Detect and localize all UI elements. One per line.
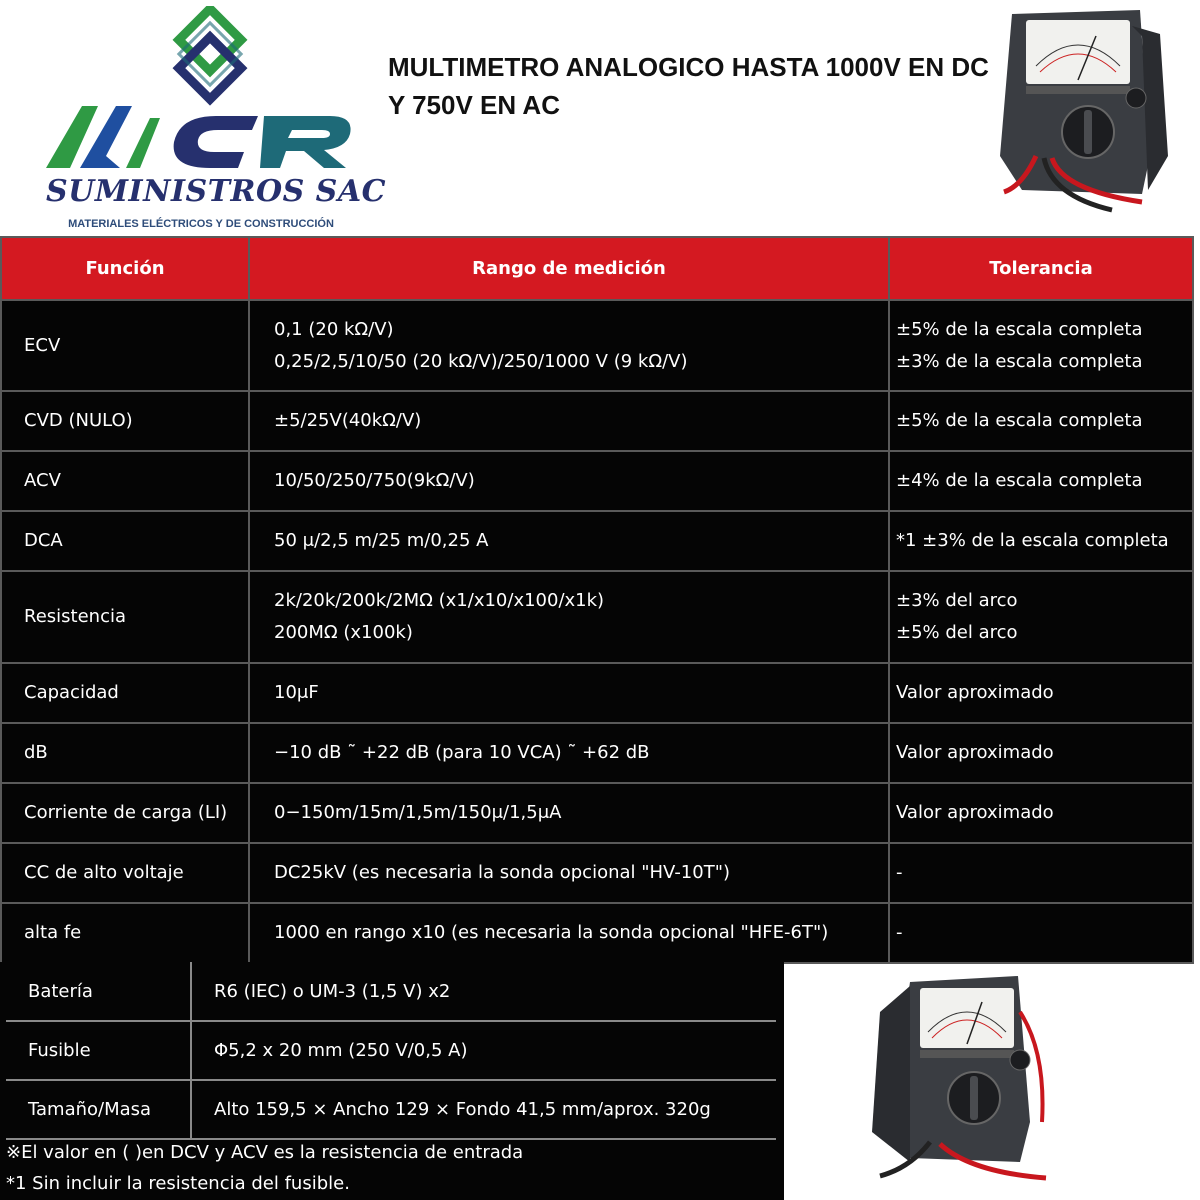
table-row xyxy=(1,300,1193,391)
cell-function: Corriente de carga (LI) xyxy=(1,783,249,843)
range-line: 0−150m/15m/1,5m/150μ/1,5μA xyxy=(274,802,562,823)
range-line: 0,25/2,5/10/50 (20 kΩ/V)/250/1000 V (9 kΩ/V) xyxy=(274,350,688,372)
cell-function: ECV xyxy=(1,300,249,391)
cell-range xyxy=(249,511,889,571)
table-row xyxy=(1,723,1193,783)
misc-row xyxy=(6,1080,776,1139)
multimeter-image xyxy=(992,6,1170,216)
range-line: 0,1 (20 kΩ/V) xyxy=(274,318,394,340)
tolerance-line: - xyxy=(896,862,903,883)
table-row xyxy=(1,663,1193,723)
tolerance-line: *1 ±3% de la escala completa xyxy=(896,530,1169,551)
cell-range xyxy=(249,391,889,451)
range-line: −10 dB ˜ +22 dB (para 10 VCA) ˜ +62 dB xyxy=(274,742,650,763)
range-line: ±5/25V(40kΩ/V) xyxy=(274,410,422,431)
tolerance-line: Valor aproximado xyxy=(896,742,1054,763)
logo-tagline: MATERIALES ELÉCTRICOS Y DE CONSTRUCCIÓN xyxy=(68,218,334,230)
table-row xyxy=(1,391,1193,451)
range-line: DC25kV (es necesaria la sonda opcional "HV-10T") xyxy=(274,862,731,883)
cell-function: DCA xyxy=(1,511,249,571)
cell-function: alta fe xyxy=(1,903,249,963)
misc-row xyxy=(6,962,776,1021)
range-line: 1000 en rango x10 (es necesaria la sonda opcional "HFE-6T") xyxy=(274,922,829,943)
logo-mark xyxy=(40,6,360,176)
cell-tolerance xyxy=(889,451,1193,511)
table-row xyxy=(1,903,1193,963)
tolerance-line: Valor aproximado xyxy=(896,682,1054,703)
tolerance-line: - xyxy=(896,922,903,943)
cell-tolerance xyxy=(889,300,1193,391)
tolerance-line: ±5% de la escala completa xyxy=(896,318,1143,340)
tolerance-line: ±5% de la escala completa xyxy=(896,410,1143,431)
cell-tolerance xyxy=(889,783,1193,843)
misc-label: Tamaño/Masa xyxy=(6,1080,191,1139)
tolerance-line: ±3% del arco xyxy=(896,590,1018,611)
range-line: 50 μ/2,5 m/25 m/0,25 A xyxy=(274,530,489,551)
misc-value: Φ5,2 x 20 mm (250 V/0,5 A) xyxy=(191,1021,776,1080)
logo-company-name: SUMINISTROS SAC xyxy=(46,174,387,209)
table-row xyxy=(1,843,1193,903)
cell-tolerance xyxy=(889,391,1193,451)
spec-table xyxy=(0,236,1194,964)
table-header-row xyxy=(1,237,1193,300)
misc-row xyxy=(6,1021,776,1080)
range-line: 10μF xyxy=(274,682,319,703)
cell-function: Resistencia xyxy=(1,571,249,663)
misc-label: Fusible xyxy=(6,1021,191,1080)
misc-value: R6 (IEC) o UM-3 (1,5 V) x2 xyxy=(191,962,776,1021)
cell-range xyxy=(249,663,889,723)
cell-tolerance xyxy=(889,511,1193,571)
cell-function: CC de alto voltaje xyxy=(1,843,249,903)
company-logo xyxy=(40,6,387,232)
table-row xyxy=(1,571,1193,663)
cell-tolerance xyxy=(889,843,1193,903)
header-range: Rango de medición xyxy=(249,237,889,300)
tolerance-line: ±5% del arco xyxy=(896,622,1018,643)
header-function: Función xyxy=(1,237,249,300)
cell-tolerance xyxy=(889,663,1193,723)
tolerance-line: ±4% de la escala completa xyxy=(896,470,1143,491)
cell-range xyxy=(249,843,889,903)
multimeter-image-bottom xyxy=(870,972,1070,1184)
product-title: MULTIMETRO ANALOGICO HASTA 1000V EN DC Y 750V EN AC xyxy=(388,52,989,120)
cell-range xyxy=(249,451,889,511)
cell-tolerance xyxy=(889,723,1193,783)
cell-function: Capacidad xyxy=(1,663,249,723)
table-row xyxy=(1,783,1193,843)
footnote-input-resistance: ※El valor en ( )en DCV y ACV es la resistencia de entrada xyxy=(6,1142,524,1163)
table-row xyxy=(1,451,1193,511)
cell-range xyxy=(249,300,889,391)
misc-specs-block xyxy=(0,962,784,1200)
cell-range xyxy=(249,783,889,843)
cell-range xyxy=(249,723,889,783)
tolerance-line: Valor aproximado xyxy=(896,802,1054,823)
tolerance-line: ±3% de la escala completa xyxy=(896,350,1143,372)
cell-tolerance xyxy=(889,903,1193,963)
header-tolerance: Tolerancia xyxy=(889,237,1193,300)
range-line: 10/50/250/750(9kΩ/V) xyxy=(274,470,475,491)
cell-function: dB xyxy=(1,723,249,783)
range-line: 2k/20k/200k/2MΩ (x1/x10/x100/x1k) xyxy=(274,590,605,611)
cell-range xyxy=(249,903,889,963)
cell-range xyxy=(249,571,889,663)
cell-function: ACV xyxy=(1,451,249,511)
misc-label: Batería xyxy=(6,962,191,1021)
misc-table xyxy=(6,962,776,1140)
footnote-fuse: *1 Sin incluir la resistencia del fusible. xyxy=(6,1173,350,1194)
table-row xyxy=(1,511,1193,571)
cell-function: CVD (NULO) xyxy=(1,391,249,451)
cell-tolerance xyxy=(889,571,1193,663)
range-line: 200MΩ (x100k) xyxy=(274,622,413,643)
misc-value: Alto 159,5 × Ancho 129 × Fondo 41,5 mm/aprox. 320g xyxy=(191,1080,776,1139)
